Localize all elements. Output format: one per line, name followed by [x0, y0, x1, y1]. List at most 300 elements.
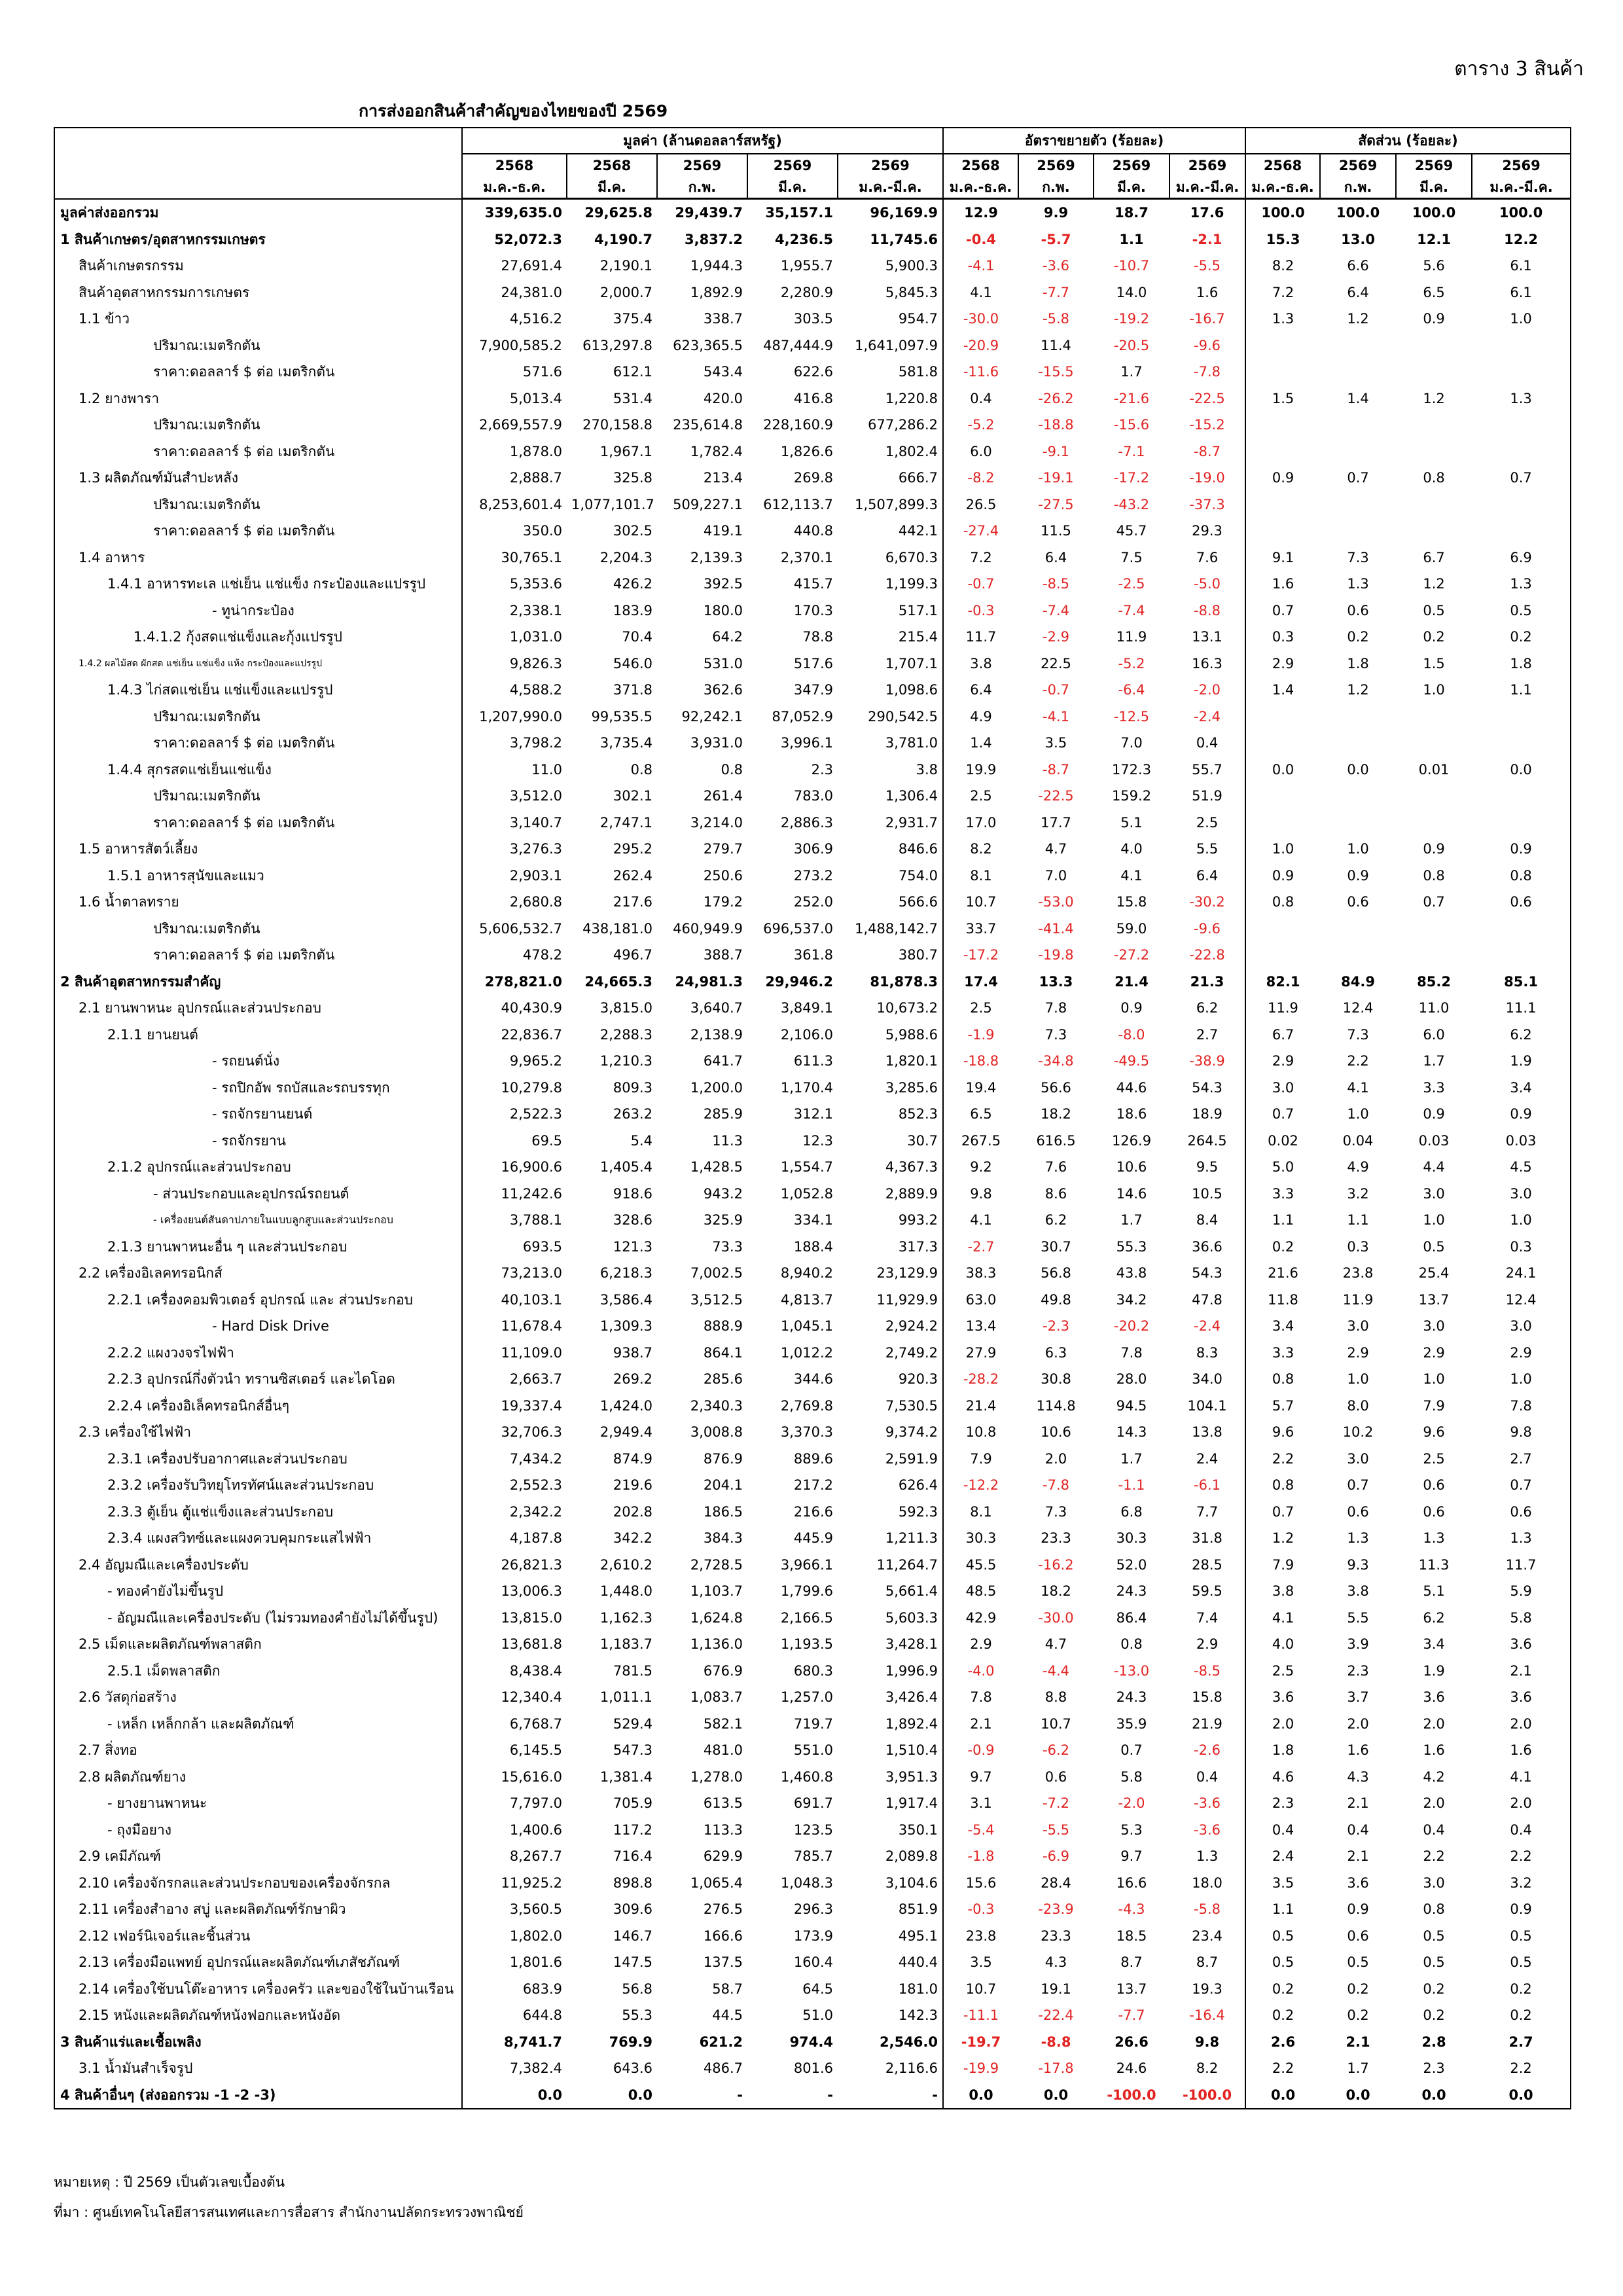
growth-cell: -10.7: [1113, 258, 1150, 274]
share-cell: 6.1: [1472, 253, 1571, 279]
growth-cell: 0.8: [1120, 1636, 1143, 1653]
value-cell: 371.8: [613, 682, 652, 698]
share-cell: 100.0: [1472, 199, 1571, 226]
value-cell: 889.6: [793, 1450, 833, 1467]
row-label: 1.4 อาหาร: [54, 545, 462, 571]
growth-cell: -100.0: [1169, 2082, 1245, 2109]
row-label: 2.3.3 ตู้เย็น ตู้แช่แข็งและส่วนประกอบ: [54, 1499, 462, 1526]
value-cell: 3,285.6: [838, 1075, 943, 1102]
value-cell: 2,728.5: [690, 1556, 743, 1573]
growth-cell: 1.4: [970, 735, 992, 751]
table-row: [54, 412, 1571, 439]
value-cell: 3,140.7: [509, 814, 562, 831]
value-cell: 4,190.7: [594, 231, 652, 247]
table-row: [54, 1075, 1571, 1102]
growth-cell: -16.4: [1169, 2002, 1245, 2029]
value-cell: 361.8: [793, 947, 833, 963]
growth-cell: 6.3: [1044, 1344, 1067, 1361]
label-header: [54, 128, 462, 199]
share-cell: 0.01: [1418, 761, 1450, 778]
growth-cell: 7.3: [1044, 1026, 1067, 1043]
value-cell: 2,370.1: [780, 549, 833, 565]
row-label: 1.3 ผลิตภัณฑ์มันสำปะหลัง: [54, 465, 462, 492]
growth-cell: 11.5: [1041, 523, 1071, 539]
share-cell: [1472, 810, 1571, 836]
growth-cell: -7.7: [1043, 284, 1069, 300]
growth-cell: 18.2: [1041, 1583, 1071, 1600]
share-cell: 2.7: [1472, 2029, 1571, 2056]
value-cell: 666.7: [838, 465, 943, 492]
value-cell: 78.8: [802, 629, 833, 645]
share-cell: 3.0: [1423, 1185, 1445, 1202]
value-cell: 8,267.7: [509, 1848, 562, 1865]
row-label: ราคา:ดอลลาร์ $ ต่อ เมตริกตัน: [54, 518, 462, 545]
value-cell: 478.2: [522, 947, 562, 963]
growth-cell: 15.8: [1116, 894, 1147, 910]
growth-group-header: อัตราขยายตัว (ร้อยละ): [943, 128, 1245, 154]
growth-cell: 0.7: [1120, 1742, 1143, 1759]
table-row: [54, 359, 1571, 386]
growth-cell: -100.0: [1094, 2082, 1169, 2109]
value-cell: 612.1: [613, 364, 652, 380]
table-row: [54, 1207, 1571, 1234]
growth-cell: 16.6: [1116, 1874, 1147, 1891]
share-cell: 0.4: [1272, 1821, 1294, 1838]
share-cell: 3.7: [1347, 1689, 1369, 1706]
value-cell: 517.6: [793, 655, 833, 672]
share-cell: 11.8: [1268, 1291, 1298, 1308]
value-cell: 29,625.8: [584, 205, 652, 221]
share-cell: [1396, 518, 1472, 545]
value-cell: 235,614.8: [673, 417, 743, 433]
value-cell: 3,586.4: [599, 1291, 652, 1308]
share-cell: 6.5: [1423, 284, 1445, 300]
value-cell: 547.3: [613, 1742, 652, 1759]
share-cell: 3.6: [1272, 1689, 1294, 1706]
table-row: [54, 2029, 1571, 2056]
growth-cell: 56.6: [1041, 1079, 1071, 1096]
share-cell: 4.6: [1272, 1768, 1294, 1785]
value-cell: 1,103.7: [690, 1583, 743, 1600]
value-cell: 35,157.1: [765, 205, 833, 221]
value-cell: 51.0: [802, 2007, 833, 2024]
share-cell: 0.5: [1347, 1954, 1369, 1971]
value-cell: 217.6: [613, 894, 652, 910]
value-cell: 250.6: [703, 867, 743, 884]
share-cell: 12.4: [1472, 1287, 1571, 1314]
growth-cell: 8.6: [1044, 1185, 1067, 1202]
table-row: [54, 783, 1571, 810]
value-cell: 181.0: [838, 1976, 943, 2003]
growth-cell: 9.5: [1169, 1154, 1245, 1181]
value-cell: 0.0: [567, 2082, 657, 2109]
share-cell: 4.5: [1472, 1154, 1571, 1181]
table-row: [54, 332, 1571, 359]
value-cell: 2,338.1: [509, 602, 562, 619]
growth-period-header: ม.ค.-มี.ค.: [1169, 176, 1245, 199]
value-cell: 325.8: [613, 470, 652, 486]
row-label: 2.14 เครื่องใช้บนโต๊ะอาหาร เครื่องครัว และของใช้ในบ้านเรือน: [54, 1976, 462, 2003]
value-cell: 3,276.3: [509, 841, 562, 857]
value-cell: 142.3: [838, 2002, 943, 2029]
row-label: - รถปิกอัพ รถบัสและรถบรรทุก: [54, 1075, 462, 1102]
share-cell: 4.1: [1347, 1079, 1369, 1096]
share-cell: 0.6: [1347, 894, 1369, 910]
value-cell: 179.2: [703, 894, 743, 910]
growth-cell: 31.8: [1169, 1525, 1245, 1552]
share-cell: 2.5: [1423, 1450, 1445, 1467]
value-cell: 6,218.3: [599, 1265, 652, 1282]
share-cell: [1245, 439, 1320, 465]
value-cell: 3,428.1: [838, 1631, 943, 1658]
value-cell: 58.7: [712, 1981, 743, 1997]
value-cell: 993.2: [838, 1207, 943, 1234]
share-cell: 2.7: [1472, 1446, 1571, 1473]
growth-cell: -0.3: [967, 1901, 995, 1918]
value-cell: 551.0: [793, 1742, 833, 1759]
share-cell: 1.4: [1347, 390, 1369, 406]
value-cell: 543.4: [703, 364, 743, 380]
value-cell: 581.8: [838, 359, 943, 386]
value-cell: 495.1: [838, 1923, 943, 1950]
share-cell: 0.8: [1423, 1901, 1445, 1918]
share-cell: 1.6: [1347, 1742, 1369, 1759]
value-cell: 1,306.4: [838, 783, 943, 810]
share-cell: [1396, 492, 1472, 518]
growth-cell: 2.0: [1044, 1450, 1067, 1467]
growth-cell: -1.1: [1118, 1477, 1145, 1494]
table-row: [54, 651, 1571, 677]
growth-cell: 52.0: [1116, 1556, 1147, 1573]
share-cell: 2.3: [1347, 1662, 1369, 1679]
growth-cell: 3.5: [970, 1954, 992, 1971]
growth-cell: 7.0: [1120, 735, 1143, 751]
share-cell: 2.2: [1423, 1848, 1445, 1865]
value-cell: 0.8: [721, 761, 743, 778]
row-label: สินค้าอุตสาหกรรมการเกษตร: [54, 279, 462, 306]
share-cell: 1.3: [1472, 1525, 1571, 1552]
growth-cell: -4.0: [967, 1662, 995, 1679]
growth-cell: 8.2: [1169, 2055, 1245, 2082]
growth-cell: 4.0: [1120, 841, 1143, 857]
growth-cell: 3.8: [970, 655, 992, 672]
growth-cell: 1.3: [1169, 1843, 1245, 1870]
share-cell: 0.4: [1347, 1821, 1369, 1838]
table-row: [54, 1843, 1571, 1870]
share-cell: 2.0: [1472, 1711, 1571, 1738]
growth-cell: -6.1: [1169, 1472, 1245, 1499]
share-cell: 0.8: [1272, 1477, 1294, 1494]
share-cell: 4.0: [1272, 1636, 1294, 1653]
growth-cell: 23.3: [1041, 1530, 1071, 1547]
value-cell: 781.5: [613, 1662, 652, 1679]
share-cell: 0.2: [1272, 1981, 1294, 1997]
value-cell: 496.7: [613, 947, 652, 963]
value-cell: 9,826.3: [509, 655, 562, 672]
value-cell: 11,745.6: [838, 226, 943, 253]
growth-cell: 21.4: [1115, 973, 1149, 990]
share-cell: 1.3: [1272, 311, 1294, 327]
growth-cell: -7.8: [1043, 1477, 1069, 1494]
growth-cell: 9.9: [1043, 205, 1069, 221]
share-cell: [1245, 359, 1320, 386]
value-cell: 1,944.3: [690, 258, 743, 274]
row-label: 1.5 อาหารสัตว์เลี้ยง: [54, 836, 462, 863]
value-cell: 460,949.9: [673, 920, 743, 937]
value-cell: 440.8: [793, 523, 833, 539]
share-cell: 1.0: [1347, 1371, 1369, 1388]
share-cell: 2.0: [1423, 1795, 1445, 1812]
row-label: - ทูน่ากระป๋อง: [54, 598, 462, 624]
value-cell: 1,065.4: [690, 1874, 743, 1891]
share-cell: 1.0: [1423, 1371, 1445, 1388]
share-cell: 2.5: [1272, 1662, 1294, 1679]
share-cell: [1472, 518, 1571, 545]
growth-cell: 21.3: [1169, 969, 1245, 996]
share-cell: [1472, 439, 1571, 465]
growth-cell: 49.8: [1041, 1291, 1071, 1308]
share-cell: 4.3: [1347, 1768, 1369, 1785]
table-row: [54, 492, 1571, 518]
growth-cell: -5.2: [967, 417, 995, 433]
share-cell: 0.7: [1272, 1106, 1294, 1122]
value-cell: 2,610.2: [599, 1556, 652, 1573]
value-cell: 3,966.1: [780, 1556, 833, 1573]
value-cell: 2,340.3: [690, 1397, 743, 1414]
value-cell: 339,635.0: [484, 205, 562, 221]
value-cell: 693.5: [522, 1238, 562, 1255]
growth-cell: 18.2: [1041, 1106, 1071, 1122]
share-cell: 0.2: [1472, 624, 1571, 651]
value-cell: 1,170.4: [780, 1079, 833, 1096]
value-cell: 1,400.6: [509, 1821, 562, 1838]
table-row: [54, 199, 1571, 226]
value-cell: 5,353.6: [509, 576, 562, 592]
share-cell: 24.1: [1472, 1260, 1571, 1287]
table-row: [54, 889, 1571, 916]
growth-cell: 18.0: [1169, 1870, 1245, 1897]
share-cell: 9.1: [1272, 549, 1294, 565]
value-cell: 202.8: [613, 1503, 652, 1520]
growth-cell: 10.6: [1116, 1159, 1147, 1175]
share-cell: 0.9: [1423, 1106, 1445, 1122]
growth-cell: 616.5: [1036, 1132, 1076, 1149]
value-cell: 295.2: [613, 841, 652, 857]
value-cell: 874.9: [613, 1450, 652, 1467]
growth-cell: -22.4: [1038, 2007, 1074, 2024]
share-cell: 7.9: [1423, 1397, 1445, 1414]
value-cell: 1,220.8: [838, 386, 943, 412]
value-cell: 2,931.7: [838, 810, 943, 836]
value-cell: 1,967.1: [599, 443, 652, 459]
share-cell: 6.0: [1423, 1026, 1445, 1043]
value-cell: 262.4: [613, 867, 652, 884]
share-cell: 0.8: [1272, 1371, 1294, 1388]
growth-cell: 7.2: [970, 549, 992, 565]
row-label: ราคา:ดอลลาร์ $ ต่อ เมตริกตัน: [54, 942, 462, 969]
growth-cell: 2.1: [970, 1715, 992, 1732]
value-cell: 415.7: [793, 576, 833, 592]
share-cell: 1.3: [1472, 571, 1571, 598]
share-cell: 2.9: [1472, 1340, 1571, 1367]
value-cell: 2,138.9: [690, 1026, 743, 1043]
share-cell: [1396, 916, 1472, 942]
share-cell: 3.0: [1423, 1318, 1445, 1335]
page-label: ตาราง 3 สินค้า: [1454, 58, 1584, 81]
share-cell: 5.5: [1347, 1609, 1369, 1626]
growth-cell: 18.5: [1116, 1928, 1147, 1944]
growth-cell: -15.2: [1169, 412, 1245, 439]
row-label: ปริมาณ:เมตริกตัน: [54, 704, 462, 730]
share-cell: [1472, 492, 1571, 518]
value-cell: 3,931.0: [690, 735, 743, 751]
value-cell: 898.8: [613, 1874, 652, 1891]
growth-cell: 38.3: [965, 1265, 997, 1282]
growth-cell: -26.2: [1038, 390, 1074, 406]
share-cell: 0.2: [1423, 1981, 1445, 1997]
value-cell: 611.3: [793, 1053, 833, 1069]
row-label: 2.2.2 แผงวงจรไฟฟ้า: [54, 1340, 462, 1367]
value-cell: 1,048.3: [780, 1874, 833, 1891]
growth-cell: -6.2: [1043, 1742, 1069, 1759]
share-cell: 1.5: [1423, 655, 1445, 672]
source-note: ที่มา : ศูนย์เทคโนโลยีสารสนเทศและการสื่อสาร สำนักงานปลัดกระทรวงพาณิชย์: [54, 2204, 524, 2220]
share-cell: 3.9: [1347, 1636, 1369, 1653]
growth-cell: -8.2: [967, 470, 995, 486]
growth-cell: -7.4: [1118, 602, 1145, 619]
table-row: [54, 1658, 1571, 1685]
growth-cell: 1.7: [1120, 1212, 1143, 1229]
share-cell: [1245, 332, 1320, 359]
share-cell: 1.3: [1347, 576, 1369, 592]
row-label: 1.4.1.2 กุ้งสดแช่แข็งและกุ้งแปรรูป: [54, 624, 462, 651]
value-cell: 888.9: [703, 1318, 743, 1335]
growth-cell: 8.3: [1169, 1340, 1245, 1367]
share-cell: [1320, 332, 1396, 359]
growth-cell: 63.0: [965, 1291, 997, 1308]
row-label: 1.1 ข้าว: [54, 306, 462, 332]
growth-cell: 1.1: [1119, 231, 1144, 247]
value-cell: 12,340.4: [501, 1689, 562, 1706]
table-row: [54, 677, 1571, 704]
growth-cell: 0.0: [1018, 2082, 1094, 2109]
growth-cell: 55.3: [1116, 1238, 1147, 1255]
value-cell: 613,297.8: [582, 337, 652, 353]
value-year-header: 2569: [838, 154, 943, 176]
value-cell: 3,370.3: [780, 1424, 833, 1441]
growth-cell: 42.9: [965, 1609, 997, 1626]
share-cell: 5.7: [1272, 1397, 1294, 1414]
share-cell: 0.5: [1423, 1954, 1445, 1971]
value-cell: 0.8: [630, 761, 652, 778]
value-cell: 852.3: [838, 1101, 943, 1128]
share-cell: 0.3: [1472, 1234, 1571, 1261]
table-row: [54, 995, 1571, 1022]
share-cell: 2.1: [1347, 1795, 1369, 1812]
value-cell: 217.2: [793, 1477, 833, 1494]
growth-cell: 19.3: [1169, 1976, 1245, 2003]
growth-cell: -2.1: [1169, 226, 1245, 253]
growth-year-header: 2568: [943, 154, 1018, 176]
share-cell: [1472, 412, 1571, 439]
share-cell: 3.3: [1272, 1344, 1294, 1361]
value-cell: 147.5: [613, 1954, 652, 1971]
value-cell: 328.6: [613, 1212, 652, 1229]
share-cell: 0.2: [1472, 2002, 1571, 2029]
growth-cell: -2.9: [1043, 629, 1069, 645]
growth-cell: -30.0: [963, 311, 999, 327]
value-period-header: มี.ค.: [747, 176, 838, 199]
share-cell: 0.0: [1347, 761, 1369, 778]
value-cell: 55.3: [622, 2007, 652, 2024]
growth-cell: 6.2: [1169, 995, 1245, 1022]
value-cell: 7,797.0: [509, 1795, 562, 1812]
growth-cell: 5.1: [1120, 814, 1143, 831]
share-cell: 1.8: [1472, 651, 1571, 677]
growth-cell: 172.3: [1111, 761, 1152, 778]
value-cell: 11,925.2: [501, 1874, 562, 1891]
growth-cell: 13.4: [965, 1318, 997, 1335]
growth-cell: -17.8: [1038, 2060, 1074, 2077]
share-cell: 1.1: [1272, 1212, 1294, 1229]
share-cell: 6.2: [1423, 1609, 1445, 1626]
row-label: 2.1.2 อุปกรณ์และส่วนประกอบ: [54, 1154, 462, 1181]
value-cell: 440.4: [838, 1949, 943, 1976]
value-cell: 261.4: [703, 788, 743, 804]
value-cell: 920.3: [838, 1366, 943, 1393]
growth-cell: -37.3: [1169, 492, 1245, 518]
share-cell: 2.0: [1423, 1715, 1445, 1732]
row-label: 2.3.1 เครื่องปรับอากาศและส่วนประกอบ: [54, 1446, 462, 1473]
share-cell: 0.6: [1347, 1503, 1369, 1520]
growth-cell: 54.3: [1169, 1075, 1245, 1102]
share-cell: 1.0: [1423, 1212, 1445, 1229]
value-cell: 1,136.0: [690, 1636, 743, 1653]
value-cell: 30,765.1: [501, 549, 562, 565]
growth-cell: 14.3: [1116, 1424, 1147, 1441]
share-cell: [1396, 412, 1472, 439]
share-cell: 1.1: [1347, 1212, 1369, 1229]
value-cell: 5.4: [630, 1132, 652, 1149]
share-cell: 1.5: [1272, 390, 1294, 406]
share-cell: 0.2: [1347, 629, 1369, 645]
row-label: 3 สินค้าแร่และเชื้อเพลิง: [54, 2029, 462, 2056]
growth-cell: -15.6: [1113, 417, 1150, 433]
share-cell: 1.8: [1272, 1742, 1294, 1759]
growth-cell: 7.8: [1044, 1000, 1067, 1016]
value-cell: 846.6: [838, 836, 943, 863]
value-cell: 7,434.2: [509, 1450, 562, 1467]
share-cell: 2.1: [1347, 1848, 1369, 1865]
value-cell: 29,946.2: [765, 973, 833, 990]
growth-cell: 51.9: [1169, 783, 1245, 810]
value-cell: 180.0: [703, 602, 743, 619]
value-cell: 1,878.0: [509, 443, 562, 459]
value-cell: 11,929.9: [838, 1287, 943, 1314]
share-cell: 0.6: [1347, 1928, 1369, 1944]
share-cell: 1.0: [1423, 682, 1445, 698]
share-cell: [1320, 439, 1396, 465]
value-cell: 2,889.9: [838, 1181, 943, 1208]
growth-cell: -9.1: [1043, 443, 1069, 459]
share-cell: [1396, 704, 1472, 730]
value-cell: 8,741.7: [503, 2034, 562, 2050]
share-cell: 6.2: [1472, 1022, 1571, 1049]
growth-cell: 4.1: [970, 1212, 992, 1229]
share-cell: 1.3: [1347, 1530, 1369, 1547]
value-cell: 621.2: [699, 2034, 743, 2050]
growth-cell: -1.8: [967, 1848, 995, 1865]
